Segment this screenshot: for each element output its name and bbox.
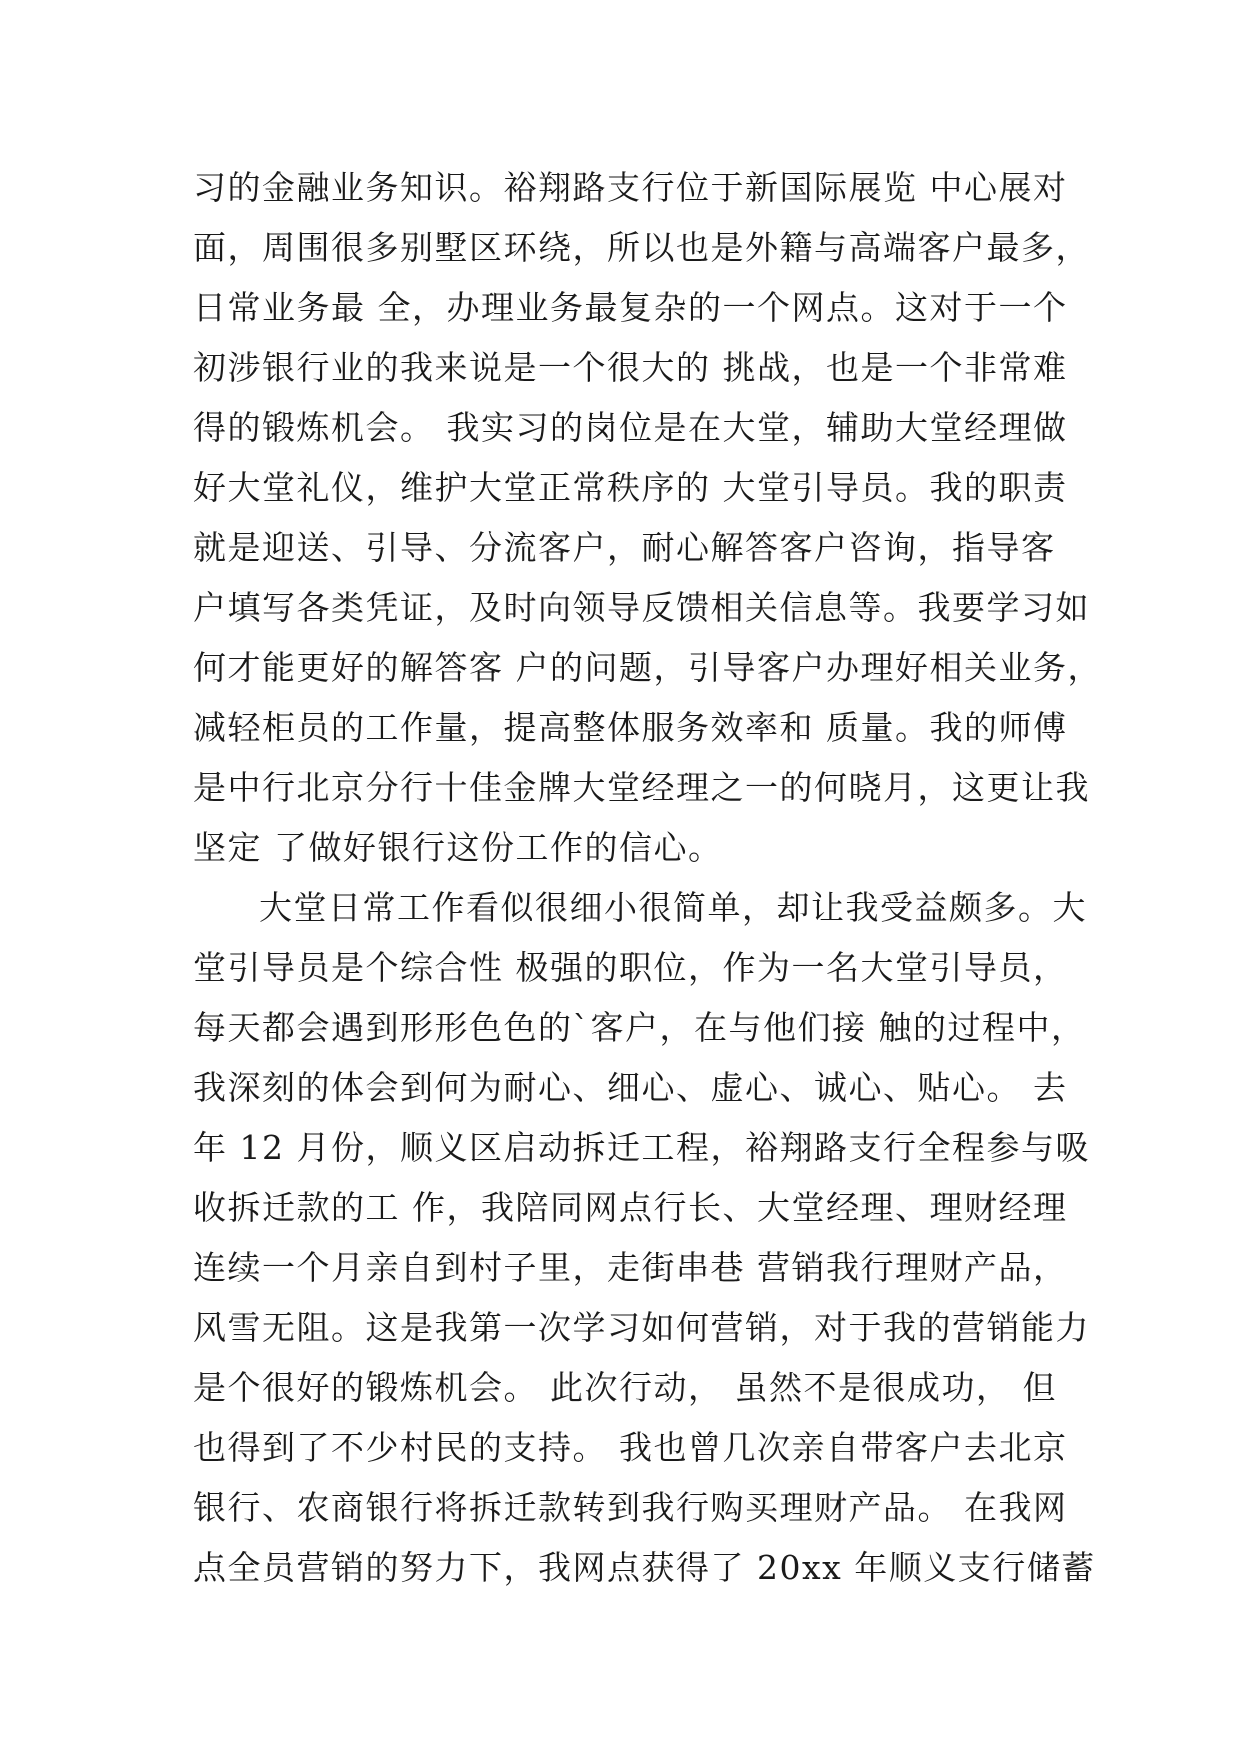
text-line: 日常业务最 全，办理业务最复杂的一个网点。这对于一个: [193, 288, 1068, 327]
text-line: 收拆迁款的工 作，我陪同网点行长、大堂经理、理财经理: [193, 1188, 1068, 1227]
text-line: 是个很好的锻炼机会。 此次行动， 虽然不是很成功， 但: [193, 1368, 1057, 1407]
paragraph-start-line: 大堂日常工作看似很细小很简单，却让我受益颇多。大: [259, 888, 1087, 927]
text-line: 好大堂礼仪，维护大堂正常秩序的 大堂引导员。我的职责: [193, 468, 1068, 507]
text-line: 风雪无阻。这是我第一次学习如何营销，对于我的营销能力: [193, 1308, 1090, 1347]
text-line: 何才能更好的解答客 户的问题，引导客户办理好相关业务，: [193, 648, 1102, 687]
text-line: 每天都会遇到形形色色的`客户，在与他们接 触的过程中，: [193, 1008, 1086, 1047]
text-line: 银行、农商银行将拆迁款转到我行购买理财产品。 在我网: [193, 1488, 1068, 1527]
text-line: 也得到了不少村民的支持。 我也曾几次亲自带客户去北京: [193, 1428, 1068, 1467]
text-line: 减轻柜员的工作量，提高整体服务效率和 质量。我的师傅: [193, 708, 1068, 747]
text-line: 年 12 月份，顺义区启动拆迁工程，裕翔路支行全程参与吸: [193, 1128, 1090, 1167]
text-line: 是中行北京分行十佳金牌大堂经理之一的何晓月，这更让我: [193, 768, 1090, 807]
text-line: 坚定 了做好银行这份工作的信心。: [193, 828, 723, 867]
body-text: [193, 158, 1102, 1598]
text-line: 初涉银行业的我来说是一个很大的 挑战，也是一个非常难: [193, 348, 1068, 387]
text-line: 习的金融业务知识。裕翔路支行位于新国际展览 中心展对: [193, 168, 1068, 207]
text-line: 连续一个月亲自到村子里，走街串巷 营销我行理财产品，: [193, 1248, 1068, 1287]
text-line: 我深刻的体会到何为耐心、细心、虚心、诚心、贴心。 去: [193, 1068, 1068, 1107]
text-line: 户填写各类凭证，及时向领导反馈相关信息等。我要学习如: [193, 588, 1090, 627]
text-line: 面，周围很多别墅区环绕，所以也是外籍与高端客户最多，: [193, 228, 1090, 267]
text-line: 点全员营销的努力下，我网点获得了 20xx 年顺义支行储蓄: [193, 1548, 1096, 1587]
text-line: 堂引导员是个综合性 极强的职位，作为一名大堂引导员，: [193, 948, 1068, 987]
text-line: 得的锻炼机会。 我实习的岗位是在大堂，辅助大堂经理做: [193, 408, 1068, 447]
text-line: 就是迎送、引导、分流客户，耐心解答客户咨询，指导客: [193, 528, 1056, 567]
